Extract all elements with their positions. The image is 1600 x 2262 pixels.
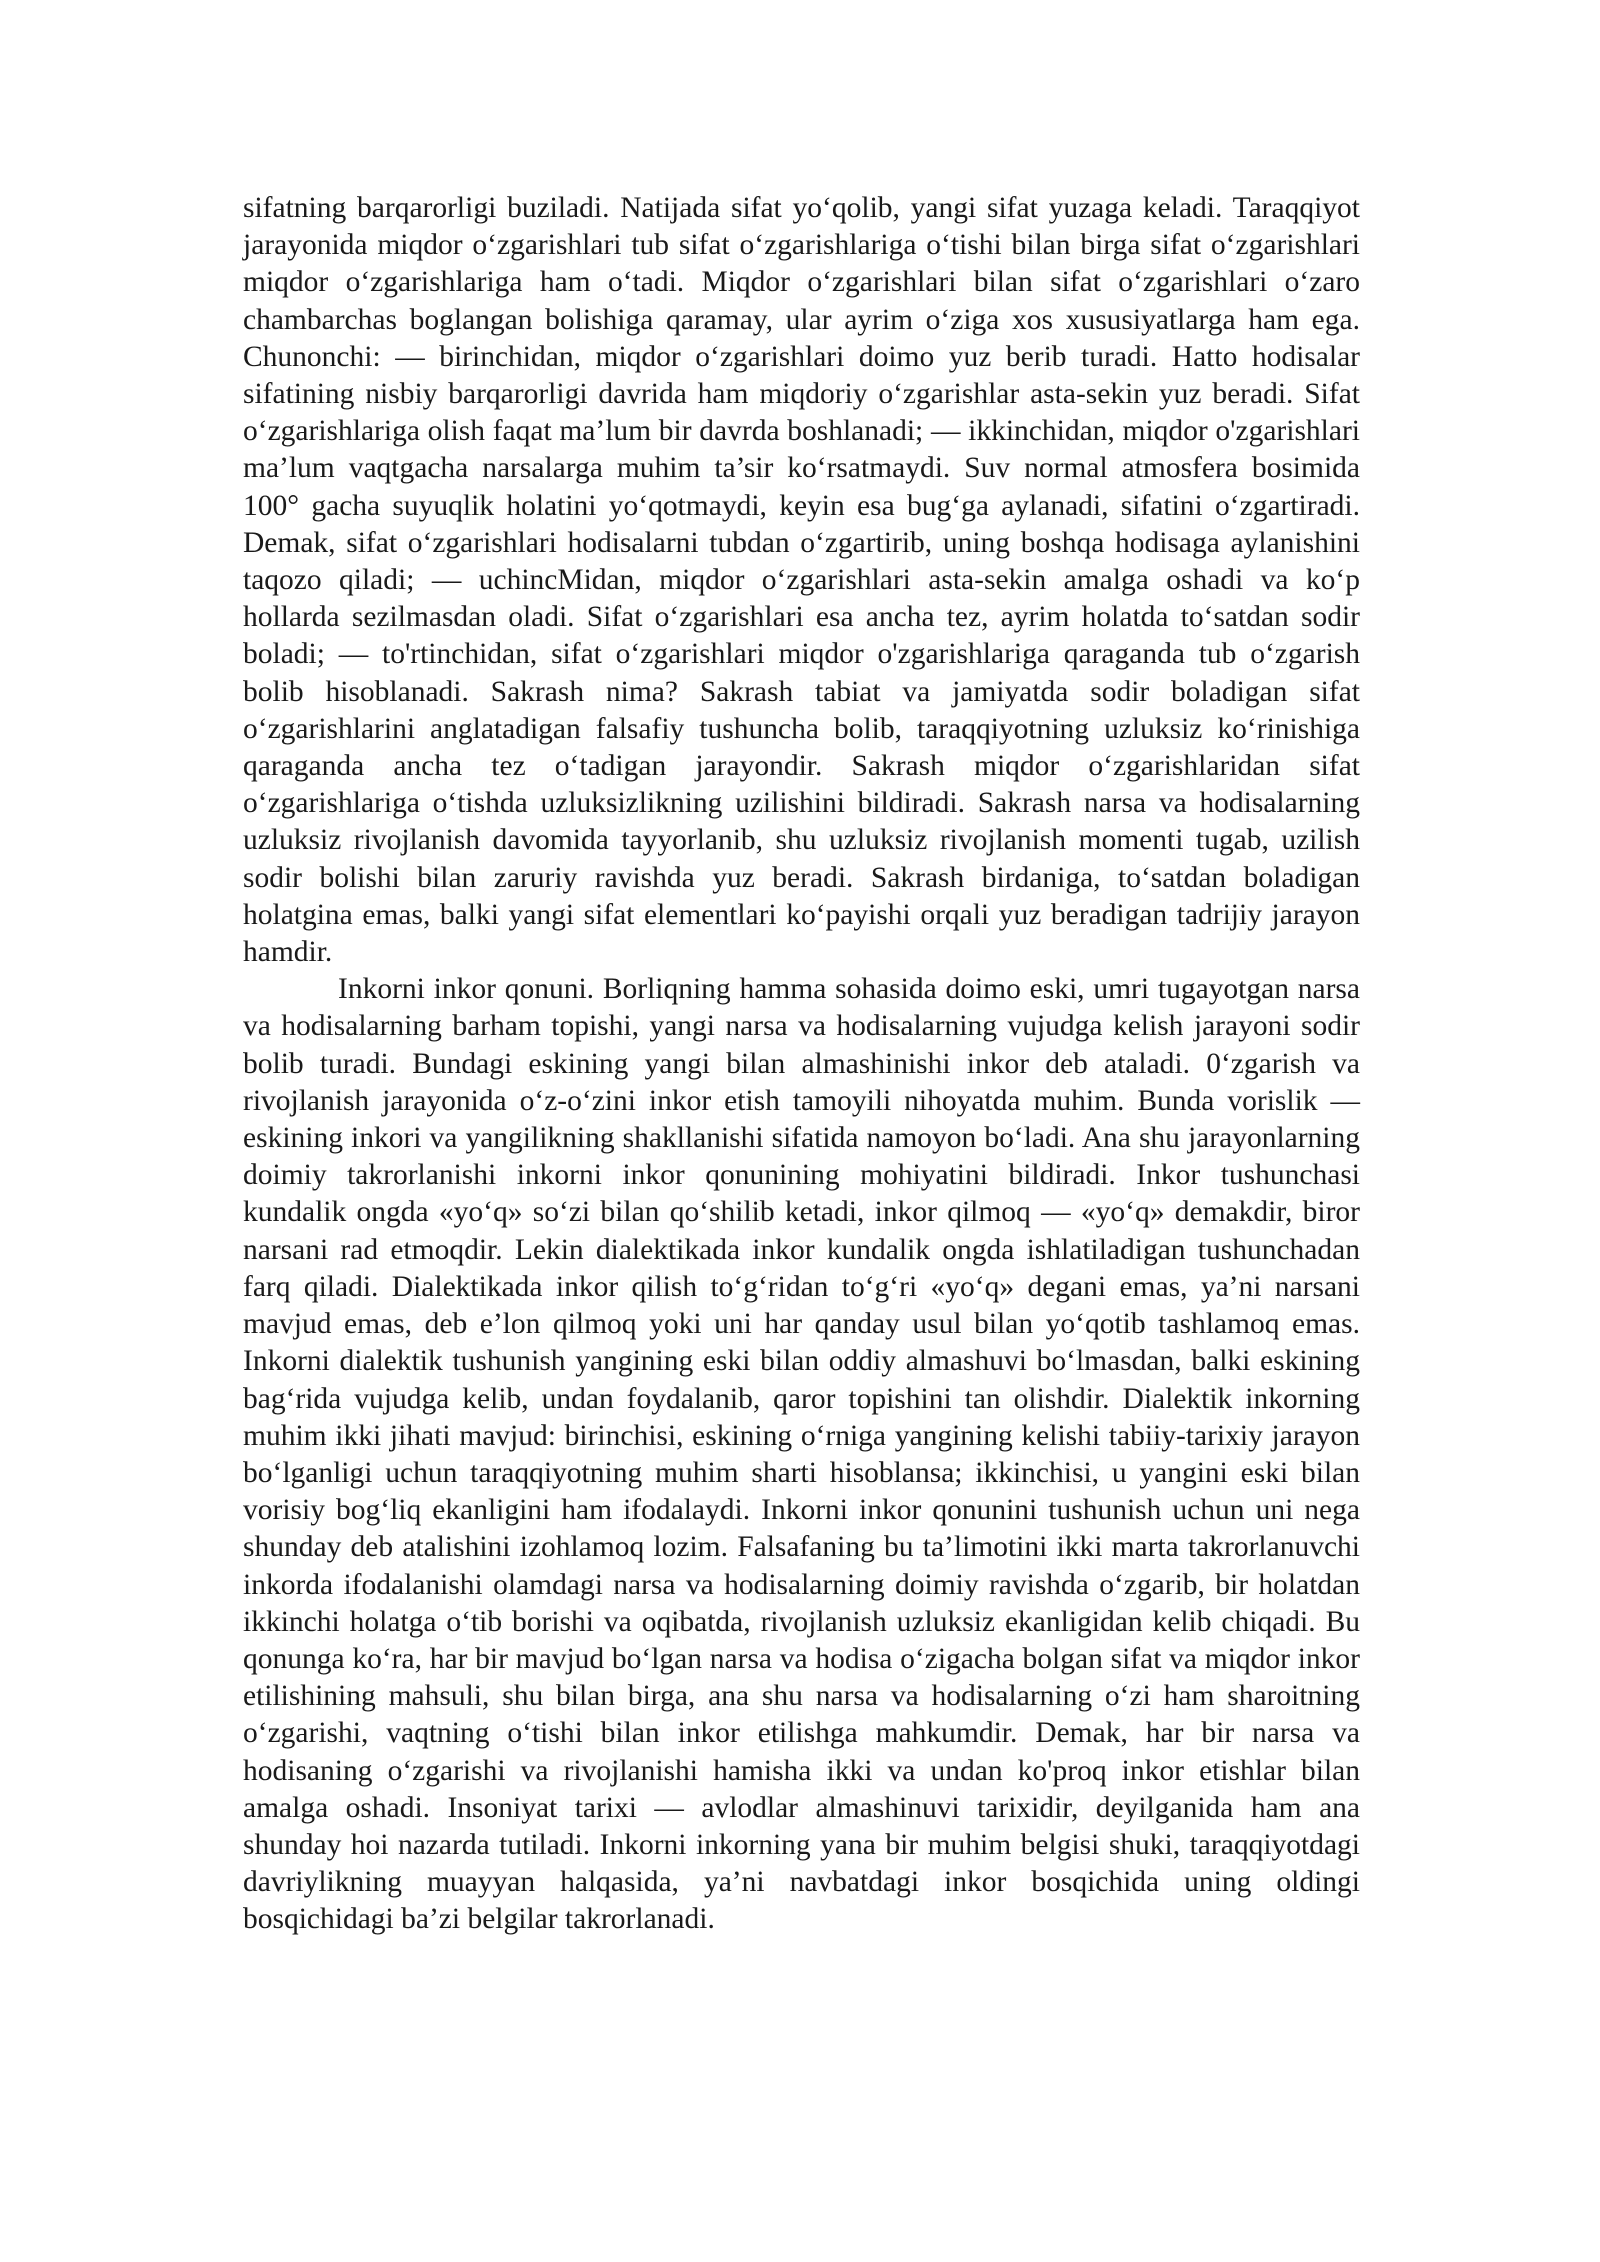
paragraph-inkorni-inkor-qonuni: Inkorni inkor qonuni. Borliqning hamma sohasida doimo eski, umri tugayotgan narsa va hodisalarning barham topishi, yangi narsa va hodisalarning vujudga kelish jarayoni sodir bolib turadi. Bundagi eskining yangi bilan almashinishi inkor deb ataladi. 0‘zgarish va rivojlanish jarayonida o‘z-o‘zini inkor etish tamoyili nihoyatda muhim. Bunda vorislik — eskining inkori va yangilikning shakllanishi sifatida namoyon bo‘ladi. Ana shu jarayonlarning doimiy takrorlanishi inkorni inkor qonunining mohiyatini bildiradi. Inkor tushunchasi kundalik ongda «yo‘q» so‘zi bilan qo‘shilib ketadi, inkor qilmoq — «yo‘q» demakdir, biror narsani rad etmoqdir. Lekin dialektikada inkor kundalik ongda ishlatiladigan tushunchadan farq qiladi. Dialektikada inkor qilish to‘g‘ridan to‘g‘ri «yo‘q» degani emas, ya’ni narsani mavjud emas, deb e’lon qilmoq yoki uni har qanday usul bilan yo‘qotib tashlamoq emas. Inkorni dialektik tushunish yangining eski bilan oddiy almashuvi bo‘lmasdan, balki eskining bag‘rida vujudga kelib, undan foydalanib, qaror topishini tan olishdir. Dialektik inkorning muhim ikki jihati mavjud: birinchisi, eskining o‘rniga yangining kelishi tabiiy-tarixiy jarayon bo‘lganligi uchun taraqqiyotning muhim sharti hisoblansa; ikkinchisi, u yangini eski bilan vorisiy bog‘liq ekanligini ham ifodalaydi. Inkorni inkor qonunini tushunish uchun uni nega shunday deb atalishini izohlamoq lozim. Falsafaning bu ta’limotini ikki marta takrorlanuvchi inkorda ifodalanishi olamdagi narsa va hodisalarning doimiy ravishda o‘zgarib, bir holatdan ikkinchi holatga o‘tib borishi va oqibatda, rivojlanish uzluksiz ekanligidan kelib chiqadi. Bu qonunga ko‘ra, har bir mavjud bo‘lgan narsa va hodisa o‘zigacha bolgan sifat va miqdor inkor etilishining mahsuli, shu bilan birga, ana shu narsa va hodisalarning o‘zi ham sharoitning o‘zgarishi, vaqtning o‘tishi bilan inkor etilishga mahkumdir. Demak, har bir narsa va hodisaning o‘zgarishi va rivojlanishi hamisha ikki va undan ko'proq inkor etishlar bilan amalga oshadi. Insoniyat tarixi — avlodlar almashinuvi tarixidir, deyilganida ham ana shunday hoi nazarda tutiladi. Inkorni inkorning yana bir muhim belgisi shuki, taraqqiyotdagi davriylikning muayyan halqasida, ya’ni navbatdagi inkor bosqichida uning oldingi bosqichidagi ba’zi belgilar takrorlanadi. — [243, 973, 1360, 1936]
body-text — [243, 190, 1360, 1939]
paragraph-continuation: sifatning barqarorligi buziladi. Natijada sifat yo‘qolib, yangi sifat yuzaga keladi. Taraqqiyot jarayonida miqdor o‘zgarishlari tub sifat o‘zgarishlariga o‘tishi bilan birga sifat o‘zgarishlari miqdor o‘zgarishlariga ham o‘tadi. Miqdor o‘zgarishlari bilan sifat o‘zgarishlari o‘zaro chambarchas boglangan bolishiga qaramay, ular ayrim o‘ziga xos xususiyatlarga ham ega. Chunonchi: — birinchidan, miqdor o‘zgarishlari doimo yuz berib turadi. Hatto hodisalar sifatining nisbiy barqarorligi davrida ham miqdoriy o‘zgarishlar asta-sekin yuz beradi. Sifat o‘zgarishlariga olish faqat ma’lum bir davrda boshlanadi; — ikkinchidan, miqdor o'zgarishlari ma’lum vaqtgacha narsalarga muhim ta’sir ko‘rsatmaydi. Suv normal atmosfera bosimida 100° gacha suyuqlik holatini yo‘qotmaydi, keyin esa bug‘ga aylanadi, sifatini o‘zgartiradi. Demak, sifat o‘zgarishlari hodisalarni tubdan o‘zgartirib, uning boshqa hodisaga aylanishini taqozo qiladi; — uchincMidan, miqdor o‘zgarishlari asta-sekin amalga oshadi va ko‘p hollarda sezilmasdan oladi. Sifat o‘zgarishlari esa ancha tez, ayrim holatda to‘satdan sodir boladi; — to'rtinchidan, sifat o‘zgarishlari miqdor o'zgarishlariga qaraganda tub o‘zgarish bolib hisoblanadi. Sakrash nima? Sakrash tabiat va jamiyatda sodir boladigan sifat o‘zgarishlarini anglatadigan falsafiy tushuncha bolib, taraqqiyotning uzluksiz ko‘rinishiga qaraganda ancha tez o‘tadigan jarayondir. Sakrash miqdor o‘zgarishlaridan sifat o‘zgarishlariga o‘tishda uzluksizlikning uzilishini bildiradi. Sakrash narsa va hodisalarning uzluksiz rivojlanish davomida tayyorlanib, shu uzluksiz rivojlanish momenti tugab, uzilish sodir bolishi bilan zaruriy ravishda yuz beradi. Sakrash birdaniga, to‘satdan boladigan holatgina emas, balki yangi sifat elementlari ko‘payishi orqali yuz beradigan tadrijiy jarayon hamdir. — [243, 192, 1360, 969]
